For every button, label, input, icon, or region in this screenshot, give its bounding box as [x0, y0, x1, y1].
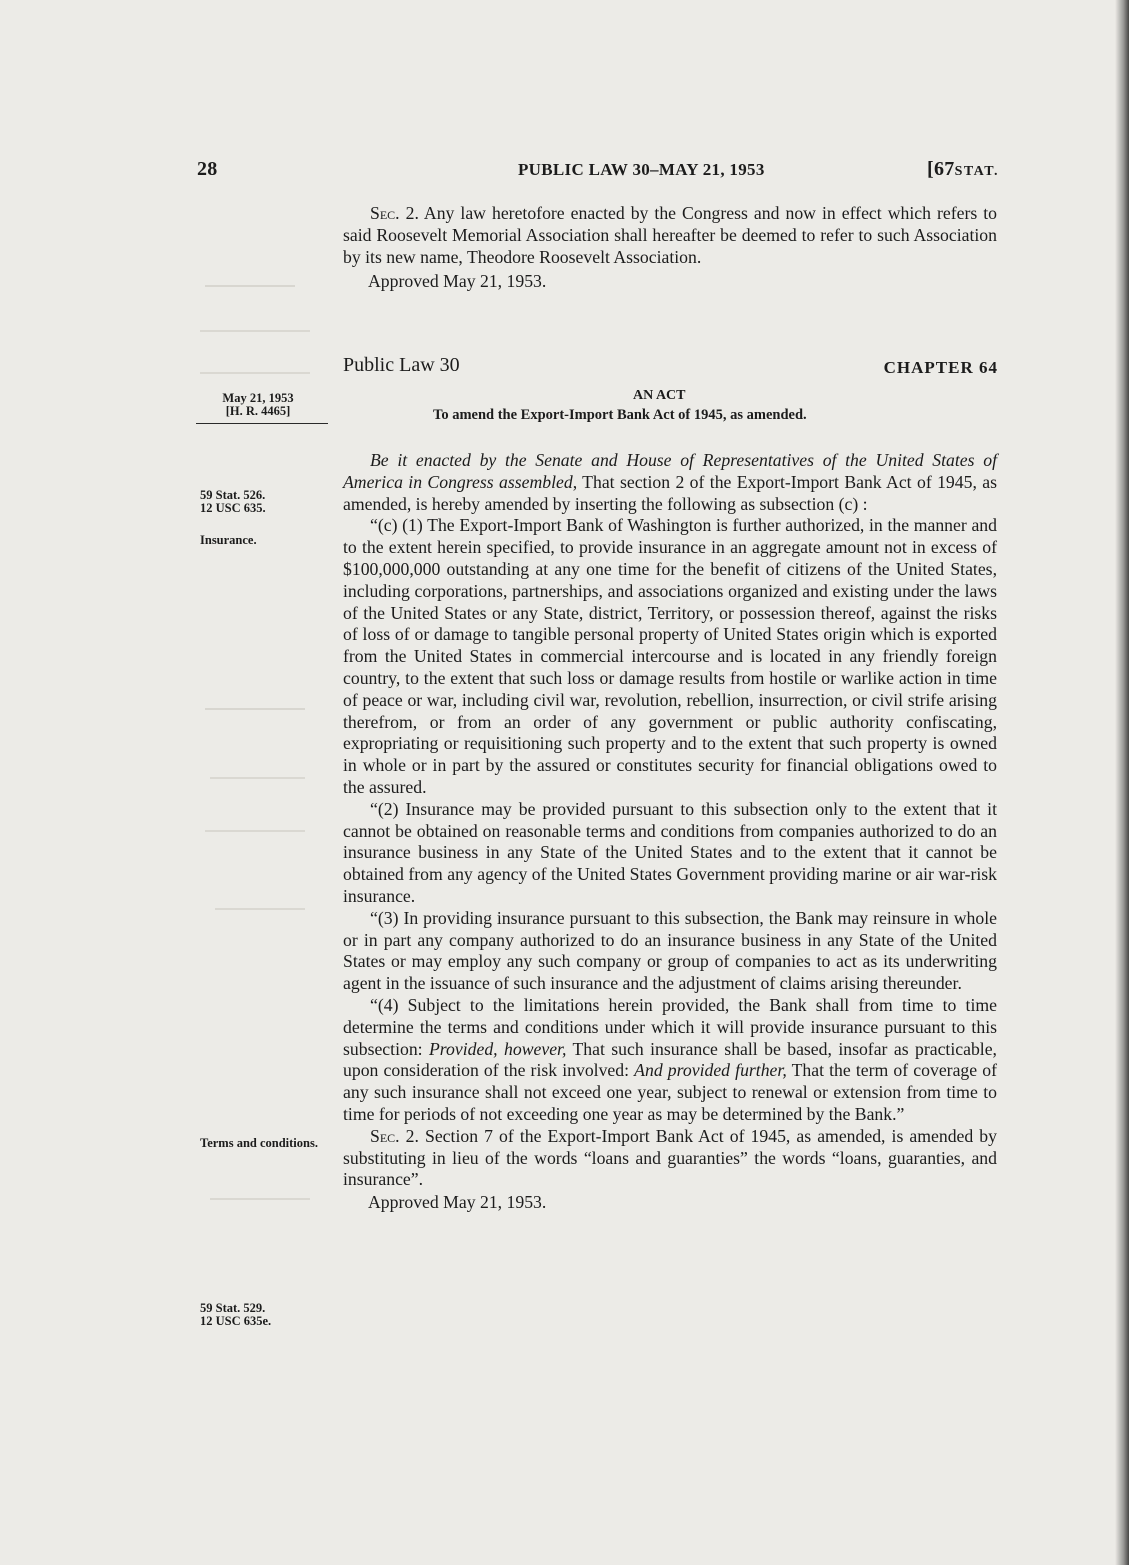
prior-act-section — [343, 203, 997, 293]
act-body — [343, 450, 997, 1214]
margin-citation — [200, 489, 316, 514]
bleed-through-text — [210, 1180, 310, 1200]
paragraph-4-text: “(4) Subject to the limitations herein provided, the Bank shall from time to time determine the terms and conditions under which it will provide insurance pursuant to this subsection: — [343, 994, 997, 1059]
margin-date-block — [196, 392, 320, 417]
citation-usc: 12 USC 635. — [200, 500, 266, 515]
chapter-number: CHAPTER 64 — [883, 358, 998, 377]
citation-usc: 12 USC 635e. — [200, 1313, 272, 1328]
section-text: 2. Section 7 of the Export-Import Bank Act of 1945, as amended, is amended by substituting in lieu of the words “loans and guaranties” the words “loans, guaranties, and insurance”. — [343, 1125, 997, 1190]
margin-note-terms: Terms and conditions. — [200, 1136, 318, 1150]
margin-rule — [196, 423, 328, 424]
section-label: Sec. — [370, 1125, 400, 1146]
paragraph-2: “(2) Insurance may be provided pursuant to this subsection only to the extent that it cannot be obtained on reasonable terms and conditions from companies authorized to do an insurance business in any State of the United States and to the extent that it cannot be obtained from any agency of the United States Government providing marine or air war-risk insurance. — [343, 798, 997, 906]
bleed-through-text — [200, 330, 310, 374]
paragraph-4 — [343, 995, 997, 1126]
bleed-through-text — [205, 810, 305, 832]
margin-bill-number: [H. R. 4465] — [225, 403, 291, 418]
bleed-through-text — [210, 765, 305, 779]
statute-volume: [67 — [927, 158, 955, 180]
proviso-italic: And provided further, — [634, 1060, 787, 1081]
public-law-number: Public Law 30 — [343, 354, 460, 376]
bleed-through-text — [205, 690, 305, 710]
paragraph-4-text: That such insurance shall be based, insofar as practicable, upon consideration of the risk involved: — [343, 1038, 997, 1081]
enacting-italic: Be it enacted by the Senate and House of Representatives of the United States of America in Congress assembled — [343, 450, 997, 492]
citation-stat: 59 Stat. 526. — [200, 488, 266, 502]
approval-line: Approved May 21, 1953. — [368, 271, 547, 292]
bleed-through-text — [205, 265, 295, 287]
margin-note-insurance: Insurance. — [200, 533, 257, 547]
section-2 — [343, 1126, 997, 1191]
paragraph-4-text: That the term of coverage of any such insurance shall not exceed one year, subject to renewal or extension from time to time for periods of not exceeding one year as may be determined by the Bank.” — [343, 1060, 997, 1124]
section-label: Sec. — [370, 203, 400, 223]
citation-stat: 59 Stat. 529. — [200, 1301, 266, 1315]
paragraph-3: “(3) In providing insurance pursuant to this subsection, the Bank may reinsure in whole or in part any company authorized to do an insurance business in any State of the United States or may employ any such company or group of companies to act as its underwriting agent in the issuance of such insurance and the adjustment of claims arising thereunder. — [343, 907, 997, 994]
section-text: 2. Any law heretofore enacted by the Congress and now in effect which refers to said Roosevelt Memorial Association shall hereafter be deemed to refer to such Association by its new name, Theodore Roosevelt Association. — [343, 203, 997, 267]
paragraph-c1: “(c) (1) The Export-Import Bank of Washington is further authorized, in the manner and to the extent herein specified, to provide insurance in an aggregate amount not in excess of $100,000,000 outstanding at any one time for the benefit of citizens of the United States, including corporations, partnerships, and associations organized and existing under the laws of the United States or any State, district, Territory, or possession thereof, against the risks of loss of or damage to tangible personal property of United States origin which is exported from the United States in commercial intercourse and is located in any friendly foreign country, to the extent that such loss or damage results from hostile or warlike action in time of peace or war, including civil war, revolution, rebellion, insurrection, or civil strife arising therefrom, or from an order of any government or public authority confiscating, expropriating or requisitioning such property and to the extent that such property is owned in whole or in part by the assured or constitutes security for financial obligations owed to the assured. — [343, 515, 997, 797]
enacting-clause — [343, 450, 997, 515]
running-head: PUBLIC LAW 30–MAY 21, 1953 — [518, 160, 765, 179]
approval-line: Approved May 21, 1953. — [368, 1192, 547, 1213]
margin-citation — [200, 1302, 316, 1327]
bleed-through-text — [215, 890, 305, 910]
statute-label: STAT. — [954, 164, 1000, 179]
act-purpose: To amend the Export-Import Bank Act of 1945, as amended. — [433, 407, 807, 423]
margin-date: May 21, 1953 — [222, 391, 294, 405]
page-number: 28 — [197, 158, 218, 180]
act-label: AN ACT — [633, 388, 686, 403]
page-edge-shadow — [1115, 0, 1129, 1565]
statute-reference — [927, 158, 999, 181]
enacting-text: , That section 2 of the Export-Import Bank Act of 1945, as amended, is hereby amended by inserting the following as subsection (c) : — [343, 471, 997, 514]
proviso-italic: Provided, however, — [429, 1038, 567, 1059]
paragraph — [343, 203, 997, 268]
